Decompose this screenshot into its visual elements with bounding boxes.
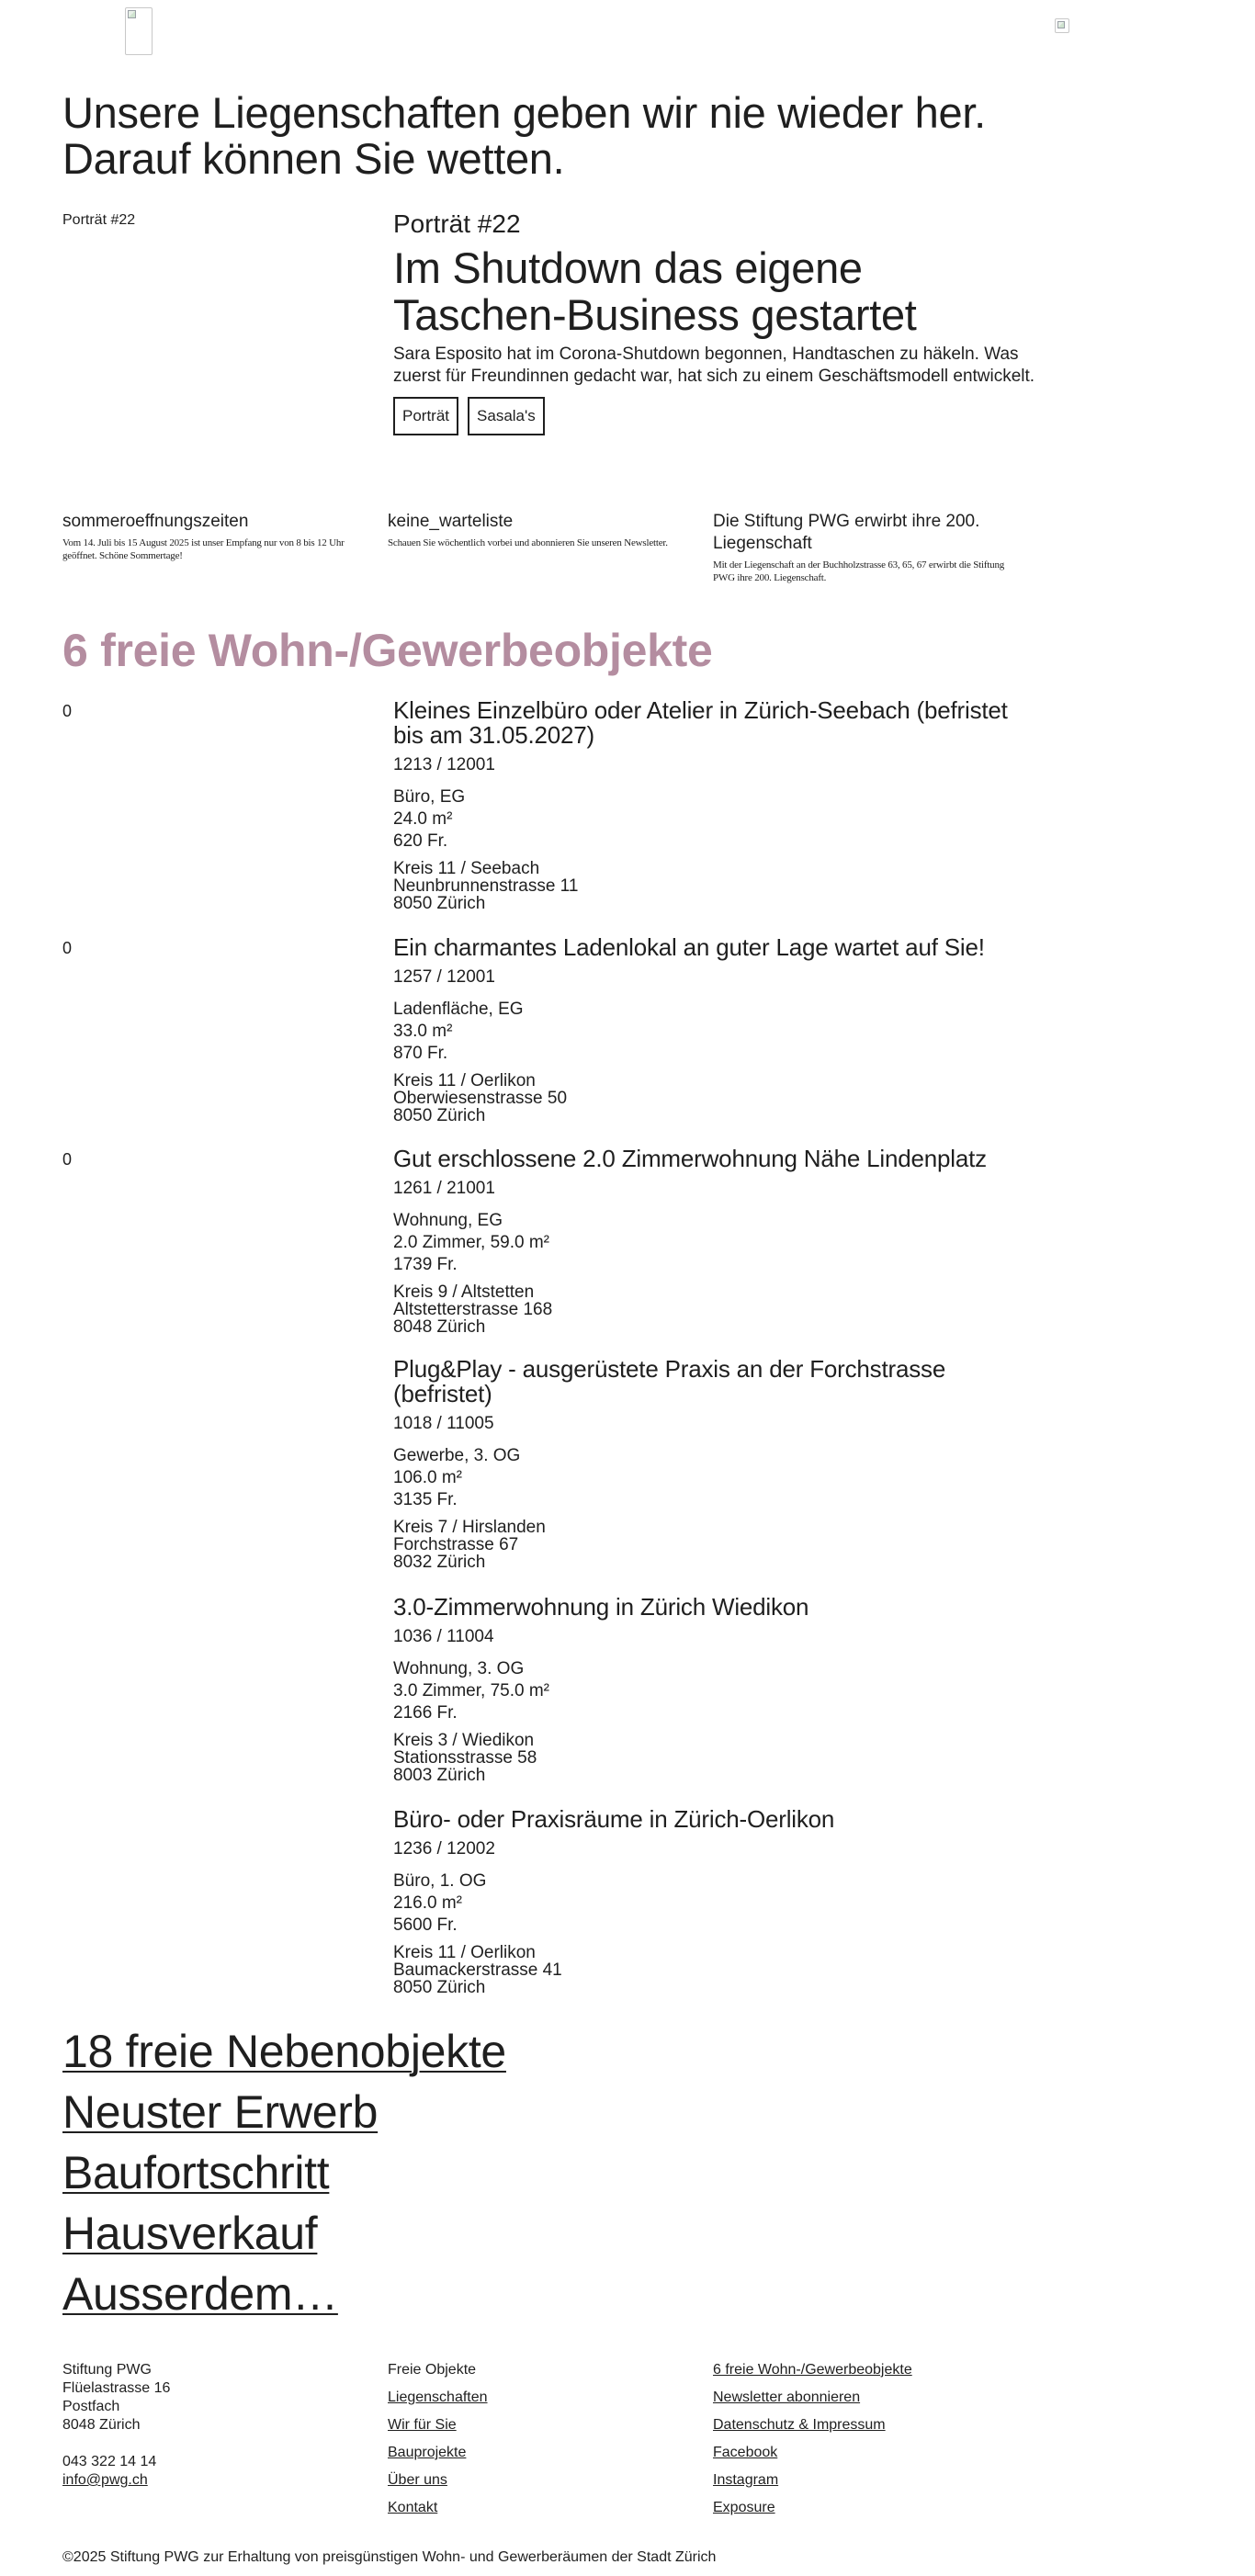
listing-price: 3135 Fr.	[393, 1490, 458, 1509]
footer-phone: 043 322 14 14	[62, 2454, 157, 2469]
listing-type: Wohnung, EG	[393, 1211, 503, 1230]
listing-size: 24.0 m²	[393, 809, 453, 829]
listing-city: 8050 Zürich	[393, 894, 486, 913]
listing-price: 2166 Fr.	[393, 1703, 458, 1723]
footer-link-ueber-uns[interactable]: Über uns	[388, 2472, 447, 2488]
footer-nav-heading: Freie Objekte	[388, 2362, 477, 2378]
section-links	[62, 2021, 506, 2324]
footer-address-line: Flüelastrasse 16	[62, 2380, 171, 2396]
listing-price: 870 Fr.	[393, 1044, 448, 1063]
listing-ref: 1036 / 11004	[393, 1627, 494, 1646]
listing-district: Kreis 11 / Seebach	[393, 859, 540, 878]
feature-title[interactable]	[393, 244, 1036, 338]
listing-address	[393, 1283, 1036, 1336]
listing-ref: 1213 / 12001	[393, 755, 495, 774]
footer-link-exposure[interactable]: Exposure	[713, 2500, 775, 2515]
listing-street: Stationsstrasse 58	[393, 1748, 537, 1768]
listing-body	[393, 935, 1036, 1124]
teaser-row	[62, 511, 1038, 584]
footer-link-facebook[interactable]: Facebook	[713, 2445, 778, 2460]
teaser-item[interactable]	[388, 511, 713, 584]
teaser-item[interactable]	[713, 511, 1038, 584]
hero-line-2: Darauf können Sie wetten.	[62, 134, 565, 183]
teaser-image-alt: Die Stiftung PWG erwirbt ihre 200. Liegenschaft	[713, 512, 980, 553]
listing-specs	[393, 1658, 1036, 1724]
listing-body	[393, 698, 1036, 912]
menu-icon[interactable]	[1055, 18, 1069, 33]
listing-specs	[393, 1445, 1036, 1511]
listing-street: Baumackerstrasse 41	[393, 1960, 562, 1980]
feature-image-alt: Porträt #22	[62, 212, 136, 228]
feature-image[interactable]	[62, 212, 135, 229]
listing-price: 1739 Fr.	[393, 1255, 458, 1274]
footer-nav	[388, 2361, 713, 2526]
listing-image-alt: 0	[62, 1150, 73, 1169]
listing-district: Kreis 11 / Oerlikon	[393, 1943, 536, 1962]
footer-email-link[interactable]: info@pwg.ch	[62, 2472, 148, 2488]
listing-specs	[393, 999, 1036, 1065]
listing-district: Kreis 9 / Altstetten	[393, 1282, 535, 1302]
tag-button-sasalas[interactable]: Sasala's	[468, 397, 545, 435]
listing-image-alt: 0	[62, 702, 73, 720]
footer-link-instagram[interactable]: Instagram	[713, 2472, 779, 2488]
listing-size: 3.0 Zimmer, 75.0 m²	[393, 1681, 549, 1700]
teaser-note: Mit der Liegenschaft an der Buchholzstrasse 63, 65, 67 erwirbt die Stiftung PWG ihre 200. Liegenschaft.	[713, 559, 1005, 583]
listing-price: 5600 Fr.	[393, 1915, 458, 1935]
link-neuster-erwerb[interactable]: Neuster Erwerb	[62, 2086, 379, 2138]
footer-address-line: 8048 Zürich	[62, 2417, 141, 2433]
feature-kicker: Porträt #22	[393, 209, 521, 238]
listing-type: Büro, EG	[393, 787, 466, 807]
listing-title[interactable]: Gut erschlossene 2.0 Zimmerwohnung Nähe Lindenplatz	[393, 1145, 987, 1172]
section-title: 6 freie Wohn-/Gewerbeobjekte	[62, 625, 713, 676]
listing-body	[393, 1595, 1036, 1784]
listing-specs	[393, 1870, 1036, 1937]
listing-address	[393, 1732, 1036, 1784]
listing-district: Kreis 3 / Wiedikon	[393, 1731, 535, 1750]
listing-ref: 1018 / 11005	[393, 1414, 494, 1433]
footer-link-freie-objekte[interactable]: 6 freie Wohn-/Gewerbeobjekte	[713, 2362, 912, 2378]
broken-image-icon	[128, 10, 136, 18]
teaser-image-alt: sommeroeffnungszeiten	[62, 512, 249, 531]
listing-type: Wohnung, 3. OG	[393, 1659, 525, 1678]
link-baufortschritt[interactable]: Baufortschritt	[62, 2147, 330, 2198]
listing-ref: 1236 / 12002	[393, 1839, 495, 1859]
listing-title[interactable]: Plug&Play - ausgerüstete Praxis an der Forchstrasse (befristet)	[393, 1355, 946, 1407]
listing-street: Neunbrunnenstrasse 11	[393, 876, 579, 896]
hero-title	[62, 90, 1036, 182]
listing-street: Oberwiesenstrasse 50	[393, 1089, 568, 1108]
listing-city: 8003 Zürich	[393, 1766, 486, 1785]
broken-image-icon	[1057, 21, 1065, 28]
listing-street: Altstetterstrasse 168	[393, 1300, 553, 1319]
listing-city: 8032 Zürich	[393, 1553, 486, 1572]
footer-link-bauprojekte[interactable]: Bauprojekte	[388, 2445, 467, 2460]
listing-street: Forchstrasse 67	[393, 1535, 519, 1554]
footer-links	[713, 2361, 1038, 2526]
feature-tags	[393, 397, 1036, 435]
listing-body	[393, 1807, 1036, 1996]
teaser-note: Vom 14. Juli bis 15 August 2025 ist unser Empfang nur von 8 bis 12 Uhr geöffnet. Schöne Sommertage!	[62, 537, 345, 561]
listing-city: 8050 Zürich	[393, 1106, 486, 1125]
listing-address	[393, 1519, 1036, 1571]
footer-link-kontakt[interactable]: Kontakt	[388, 2500, 438, 2515]
spacer	[62, 2435, 388, 2453]
feature-description: Sara Esposito hat im Corona-Shutdown begonnen, Handtaschen zu häkeln. Was zuerst für Freundinnen gedacht war, hat sich zu einem Geschäftsmodell entwickelt.	[393, 345, 1035, 386]
listing-city: 8048 Zürich	[393, 1317, 486, 1337]
teaser-image-alt: keine_warteliste	[388, 512, 514, 531]
footer-link-newsletter[interactable]: Newsletter abonnieren	[713, 2390, 861, 2405]
feature-title-line-1: Im Shutdown das eigene	[393, 243, 863, 292]
listing-type: Ladenfläche, EG	[393, 1000, 524, 1019]
link-nebenobjekte[interactable]: 18 freie Nebenobjekte	[62, 2026, 506, 2077]
copyright: ©2025 Stiftung PWG zur Erhaltung von preisgünstigen Wohn- und Gewerberäumen der Stadt Zürich	[62, 2549, 717, 2565]
listing-type: Büro, 1. OG	[393, 1871, 487, 1891]
listing-size: 216.0 m²	[393, 1893, 462, 1913]
listing-district: Kreis 11 / Oerlikon	[393, 1071, 536, 1090]
listing-city: 8050 Zürich	[393, 1978, 486, 1997]
listing-address	[393, 1944, 1036, 1996]
footer-address	[62, 2361, 388, 2526]
footer-link-wir-fuer-sie[interactable]: Wir für Sie	[388, 2417, 457, 2433]
listing-type: Gewerbe, 3. OG	[393, 1446, 521, 1465]
feature-article	[393, 209, 1036, 435]
listing-title[interactable]: Kleines Einzelbüro oder Atelier in Zürich-Seebach (befristet bis am 31.05.2027)	[393, 696, 1008, 749]
listing-address	[393, 1072, 1036, 1124]
listing-title[interactable]: 3.0-Zimmerwohnung in Zürich Wiedikon	[393, 1593, 809, 1621]
hero-line-1: Unsere Liegenschaften geben wir nie wieder her.	[62, 88, 986, 137]
listing-district: Kreis 7 / Hirslanden	[393, 1518, 546, 1537]
listing-title[interactable]: Büro- oder Praxisräume in Zürich-Oerlikon	[393, 1805, 835, 1833]
footer-link-liegenschaften[interactable]: Liegenschaften	[388, 2390, 488, 2405]
logo-image[interactable]	[125, 7, 153, 55]
footer-address-line: Stiftung PWG	[62, 2362, 152, 2378]
listing-ref: 1257 / 12001	[393, 967, 495, 987]
listing-image-alt: 0	[62, 939, 73, 957]
site-footer	[62, 2361, 1038, 2526]
tag-button-portraet[interactable]: Porträt	[393, 397, 458, 435]
listing-specs	[393, 1210, 1036, 1276]
link-hausverkauf[interactable]: Hausverkauf	[62, 2208, 318, 2259]
listing-price: 620 Fr.	[393, 831, 448, 851]
listing-body	[393, 1147, 1036, 1336]
listing-size: 2.0 Zimmer, 59.0 m²	[393, 1233, 549, 1252]
listing-title[interactable]: Ein charmantes Ladenlokal an guter Lage wartet auf Sie!	[393, 933, 985, 961]
link-ausserdem[interactable]: Ausserdem…	[62, 2268, 338, 2320]
listing-address	[393, 860, 1036, 912]
listing-body	[393, 1357, 1036, 1571]
footer-address-line: Postfach	[62, 2399, 120, 2414]
teaser-note: Schauen Sie wöchentlich vorbei und abonnieren Sie unseren Newsletter.	[388, 537, 668, 548]
site-header	[62, 0, 1255, 77]
feature-title-line-2: Taschen-Business gestartet	[393, 290, 917, 339]
listing-size: 106.0 m²	[393, 1468, 462, 1487]
listing-size: 33.0 m²	[393, 1022, 453, 1041]
listing-ref: 1261 / 21001	[393, 1179, 495, 1198]
teaser-item[interactable]	[62, 511, 388, 584]
footer-link-datenschutz[interactable]: Datenschutz & Impressum	[713, 2417, 886, 2433]
listing-specs	[393, 786, 1036, 853]
